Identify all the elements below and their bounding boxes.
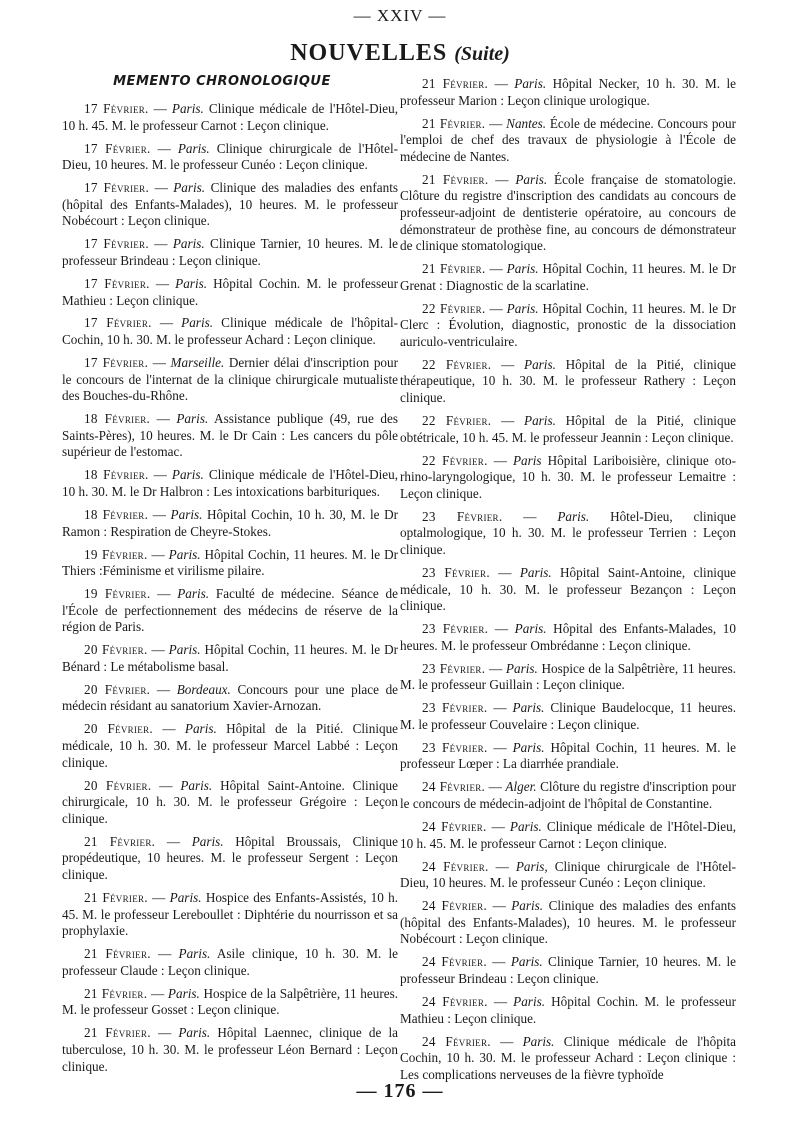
- entry-date: 23 Février.: [422, 700, 488, 716]
- entry-text: Hôpital Cochin. M. le professeur Mathieu : Leçon clinique.: [400, 993, 737, 1026]
- entry-city: Paris.: [167, 985, 200, 1001]
- entry-text: Asile clinique, 10 h. 30. M. le professeur Claude : Leçon clinique.: [62, 946, 399, 978]
- entry-city: Paris.: [177, 140, 210, 156]
- entry-date: 24 Février.: [422, 858, 489, 874]
- entry-city: Paris.: [506, 300, 539, 316]
- entry-text: Hôpital des Enfants-Malades, 10 heures. M. le professeur Ombrédanne : Leçon clinique.: [400, 621, 736, 653]
- entry-text: Clinique médicale de l'Hôtel-Dieu, 10 h. 30. M. le Dr Halbron : Les intoxications barbituriques.: [62, 467, 399, 499]
- entry-text: Hôpital Necker, 10 h. 30. M. le professeur Marion : Leçon clinique urologique.: [400, 76, 737, 108]
- entry-city: Paris.: [514, 621, 547, 637]
- entry-text: Dernier délai d'inscription pour le concours de l'internat de la clinique chirurgicale mutualiste des Bouches-du-Rhône.: [62, 355, 399, 404]
- memento-entry: 23 Février. — Paris. Hôtel-Dieu, clinique optalmologique, 10 h. 30. M. le professeur Terrien : Leçon clinique.: [400, 508, 737, 557]
- entry-city: Paris.: [178, 946, 211, 962]
- entry-date: 24 Février.: [422, 819, 487, 835]
- memento-entry: 21 Février. — Paris. Hospice de la Salpêtrière, 11 heures. M. le professeur Gosset : Leçon clinique.: [62, 985, 399, 1018]
- memento-entry: 17 Février. — Paris. Hôpital Cochin. M. le professeur Mathieu : Leçon clinique.: [62, 275, 399, 308]
- entry-text: Clinique médicale de l'hôpita Cochin, 10 h. 30. M. le professeur Achard : Leçon clinique : Les complications nerveuses de la fièvre typhoïde: [400, 1033, 737, 1082]
- entry-city: Paris.: [173, 180, 206, 196]
- entry-city: Paris.: [514, 76, 547, 91]
- memento-entry: 20 Février. — Bordeaux. Concours pour une place de médecin résidant au sanatorium Xavier-Arnozan.: [62, 681, 399, 714]
- entry-text: Hôpital Cochin, 10 h. 30, M. le Dr Ramon : Respiration de Cheyre-Stokes.: [62, 506, 399, 539]
- entry-text: Clinique chirurgicale de l'Hôtel-Dieu, 10 heures. M. le professeur Cunéo : Leçon clinique.: [400, 858, 737, 891]
- memento-entry: 23 Février. — Paris. Hospice de la Salpêtrière, 11 heures. M. le professeur Guillain : Leçon clinique.: [400, 660, 737, 693]
- entry-city: Paris,: [515, 858, 548, 874]
- entry-date: 21 Février.: [422, 261, 486, 277]
- memento-entry: 21 Février. — Paris. Hôpital Laennec, clinique de la tuberculose, 10 h. 30. M. le professeur Léon Bernard : Leçon clinique.: [62, 1025, 399, 1074]
- entry-date: 21 Février.: [422, 171, 489, 187]
- entry-date: 21 Février.: [84, 946, 151, 962]
- entry-date: 23 Février.: [422, 564, 490, 580]
- memento-entry: 24 Février. — Paris. Clinique médicale de l'Hôtel-Dieu, 10 h. 45. M. le professeur Carnot : Leçon clinique.: [400, 819, 737, 851]
- entry-date: 19 Février.: [84, 546, 148, 562]
- entry-date: 24 Février.: [422, 993, 488, 1009]
- memento-entry: 20 Février. — Paris. Hôpital Saint-Antoine. Clinique chirurgicale, 10 h. 30. M. le professeur Grégoire : Leçon clinique.: [62, 777, 399, 826]
- entry-date: 22 Février.: [422, 452, 488, 468]
- entry-date: 17 Février.: [84, 355, 149, 371]
- entry-date: 17 Février.: [84, 180, 150, 196]
- entry-city: Paris.: [505, 660, 538, 676]
- entry-date: 20 Février.: [84, 721, 153, 737]
- memento-entry: 20 Février. — Paris. Hôpital de la Pitié. Clinique médicale, 10 h. 30. M. le professeur Marcel Labbé : Leçon clinique.: [62, 721, 399, 770]
- entry-city: Paris.: [168, 642, 201, 658]
- entry-city: Paris.: [522, 1033, 555, 1049]
- entry-text: École française de stomatologie. Clôture du registre d'inscription des candidats au concours de professeur-adjoint de dentisterie opératoire, au concours de démonstrateur de prothèse fine, au concours de démonstrateur de clinique stomatologique.: [400, 171, 737, 254]
- entry-text: Clinique chirurgicale de l'Hôtel-Dieu, 10 heures. M. le professeur Cunéo : Leçon clinique.: [62, 140, 399, 173]
- entry-city: Paris.: [178, 1025, 211, 1041]
- memento-entry: 22 Février. — Paris. Hôpital de la Pitié, clinique thérapeutique, 10 h. 30. M. le professeur Rathery : Leçon clinique.: [400, 356, 737, 406]
- memento-entry: 21 Février. — Paris. Asile clinique, 10 h. 30. M. le professeur Claude : Leçon clinique.: [62, 946, 399, 978]
- entry-text: Clinique médicale de l'Hôtel-Dieu, 10 h. 45. M. le professeur Carnot : Leçon clinique.: [62, 101, 399, 133]
- entry-text: Hôpital Saint-Antoine. Clinique chirurgicale, 10 h. 30. M. le professeur Grégoire : Leçon clinique.: [62, 777, 399, 826]
- entry-date: 18 Février.: [84, 411, 151, 427]
- entry-date: 24 Février.: [422, 1033, 491, 1049]
- memento-entry: 21 Février. — Paris. Hospice des Enfants-Assistés, 10 h. 45. M. le professeur Lereboullet : Diphtérie du nourrisson et sa prophylaxie.: [62, 889, 399, 939]
- entry-date: 23 Février.: [422, 660, 486, 676]
- entry-date: 23 Février.: [422, 621, 489, 637]
- entry-city: Paris.: [509, 819, 542, 835]
- entry-city: Alger.: [505, 779, 537, 795]
- entry-date: 21 Février.: [84, 833, 156, 849]
- memento-entry: 24 Février. — Paris, Clinique chirurgicale de l'Hôtel-Dieu, 10 heures. M. le professeur Cunéo : Leçon clinique.: [400, 858, 737, 891]
- entry-text: École de médecine. Concours pour l'emploi de chef des travaux de physiologie à l'École de médecine de Nantes.: [400, 115, 736, 164]
- entry-date: 23 Février.: [422, 739, 488, 755]
- entry-city: Nantes.: [506, 115, 547, 131]
- entry-city: Paris.: [176, 411, 209, 427]
- entry-text: Clinique des maladies des enfants (hôpital des Enfants-Malades), 10 heures. M. le professeur Nobécourt : Leçon clinique.: [62, 180, 399, 229]
- entry-text: Clinique Tarnier, 10 heures. M. le professeur Brindeau : Leçon clinique.: [62, 236, 399, 268]
- memento-entry: 19 Février. — Paris. Faculté de médecine. Séance de l'École de perfectionnement des médecins de réserve de la région de Paris.: [62, 586, 398, 635]
- entry-text: Hospice de la Salpêtrière, 11 heures. M. le professeur Gosset : Leçon clinique.: [62, 985, 399, 1018]
- entry-text: Hôpital Cochin, 11 heures. M. le Dr Clerc : Évolution, diagnostic, pronostic de la dissociation auriculo-ventriculaire.: [400, 300, 737, 349]
- entry-date: 18 Février.: [84, 506, 149, 522]
- entry-date: 22 Février.: [422, 356, 492, 372]
- entry-text: Hôpital Saint-Antoine, clinique médicale, 10 h. 30. M. le professeur Bezançon : Leçon clinique.: [400, 564, 737, 614]
- entry-city: Paris.: [172, 236, 205, 252]
- entry-date: 17 Février.: [84, 275, 150, 291]
- entry-text: Clinique des maladies des enfants (hôpital des Enfants-Malades), 10 heures. M. le professeur Nobécourt : Leçon clinique.: [400, 898, 737, 947]
- memento-entry: 22 Février. — Paris Hôpital Lariboisière, clinique oto-rhino-laryngologique, 10 h. 30. M. le professeur Lemaitre : Leçon clinique.: [400, 452, 736, 501]
- entry-city: Paris.: [180, 777, 213, 793]
- entry-text: Hôpital Cochin, 11 heures. M. le Dr Thiers :Féminisme et virilisme pilaire.: [62, 546, 399, 579]
- entry-date: 21 Février.: [84, 985, 148, 1001]
- memento-entry: 17 Février. — Paris. Clinique médicale de l'Hôtel-Dieu, 10 h. 45. M. le professeur Carnot : Leçon clinique.: [62, 101, 399, 133]
- entry-text: Hôpital de la Pitié, clinique obtétricale, 10 h. 45. M. le professeur Jeannin : Leçon clinique.: [400, 413, 737, 445]
- memento-entry: 19 Février. — Paris. Hôpital Cochin, 11 heures. M. le Dr Thiers :Féminisme et virilisme pilaire.: [62, 546, 399, 579]
- memento-entry: 17 Février. — Paris. Clinique médicale de l'hôpital-Cochin, 10 h. 30. M. le professeur Achard : Leçon clinique.: [62, 315, 399, 348]
- entry-date: 17 Février.: [84, 236, 149, 252]
- entry-date: 17 Février.: [84, 140, 151, 156]
- entry-city: Paris.: [524, 413, 556, 429]
- entry-date: 19 Février.: [84, 586, 151, 602]
- entry-date: 18 Février.: [84, 467, 149, 483]
- memento-entry: 21 Février. — Paris. Hôpital Cochin, 11 heures. M. le Dr Grenat : Diagnostic de la scarlatine.: [400, 261, 737, 293]
- memento-entry: 24 Février. — Paris. Hôpital Cochin. M. le professeur Mathieu : Leçon clinique.: [400, 993, 737, 1026]
- entry-date: 20 Février.: [84, 681, 151, 697]
- entry-date: 21 Février.: [422, 76, 489, 91]
- entry-text: Clinique médicale de l'Hôtel-Dieu, 10 h. 45. M. le professeur Carnot : Leçon clinique.: [400, 819, 737, 851]
- page-title: [0, 40, 800, 67]
- roman-page-number: — XXIV —: [353, 6, 447, 25]
- memento-entry: 22 Février. — Paris. Hôpital Cochin, 11 heures. M. le Dr Clerc : Évolution, diagnostic, pronostic de la dissociation auriculo-ventriculaire.: [400, 300, 737, 349]
- entry-city: Paris: [512, 452, 542, 468]
- memento-entry: 24 Février. — Paris. Clinique des maladies des enfants (hôpital des Enfants-Malades), 10 heures. M. le professeur Nobécourt : Leçon clinique.: [400, 898, 737, 947]
- entry-text: Clôture du registre d'inscription pour le concours de médecin-adjoint de l'hôpital de Constantine.: [400, 779, 737, 812]
- memento-entry: 23 Février. — Paris. Clinique Baudelocque, 11 heures. M. le professeur Couvelaire : Leçon clinique.: [400, 700, 736, 732]
- entry-city: Paris.: [515, 171, 548, 187]
- entry-city: Paris.: [524, 356, 556, 372]
- memento-entry: 21 Février. — Paris. Hôpital Necker, 10 h. 30. M. le professeur Marion : Leçon clinique urologique.: [400, 76, 737, 108]
- entry-text: Hôpital de la Pitié. Clinique médicale, 10 h. 30. M. le professeur Marcel Labbé : Leçon clinique.: [62, 721, 399, 770]
- entry-city: Paris.: [191, 833, 224, 849]
- memento-entry: 21 Février. — Nantes. École de médecine. Concours pour l'emploi de chef des travaux de physiologie à l'École de médecine de Nantes.: [400, 115, 736, 164]
- entry-date: 24 Février.: [422, 898, 488, 914]
- entry-city: Paris.: [557, 508, 590, 524]
- entry-city: Paris.: [181, 315, 214, 331]
- entry-date: 21 Février.: [422, 115, 486, 131]
- entry-city: Paris.: [168, 546, 201, 562]
- entry-city: Bordeaux.: [176, 681, 231, 697]
- entry-city: Paris.: [510, 954, 543, 970]
- memento-entry: 18 Février. — Paris. Assistance publique (49, rue des Saints-Pères), 10 heures. M. le Dr Cain : Les cancers du pôle supérieur de l'estomac.: [62, 411, 398, 460]
- entry-city: Paris.: [512, 700, 545, 716]
- title-text: NOUVELLES: [290, 40, 448, 66]
- memento-entry: 24 Février. — Paris. Clinique Tarnier, 10 heures. M. le professeur Brindeau : Leçon clinique.: [400, 954, 737, 986]
- memento-entry: 18 Février. — Paris. Clinique médicale de l'Hôtel-Dieu, 10 h. 30. M. le Dr Halbron : Les intoxications barbituriques.: [62, 467, 399, 499]
- entry-text: Faculté de médecine. Séance de l'École de perfectionnement des médecins de réserve de la région de Paris.: [62, 586, 398, 635]
- entry-text: Assistance publique (49, rue des Saints-Pères), 10 heures. M. le Dr Cain : Les cancers du pôle supérieur de l'estomac.: [62, 411, 398, 460]
- entry-text: Hospice des Enfants-Assistés, 10 h. 45. M. le professeur Lereboullet : Diphtérie du nourrisson et sa prophylaxie.: [62, 889, 399, 939]
- entry-date: 23 Février.: [422, 508, 503, 524]
- page-number: — 176 —: [356, 1080, 444, 1102]
- memento-entry: 20 Février. — Paris. Hôpital Cochin, 11 heures. M. le Dr Bénard : Le métabolisme basal.: [62, 642, 399, 674]
- section-heading: MEMENTO CHRONOLOGIQUE: [113, 74, 331, 89]
- entry-text: Concours pour une place de médecin résidant au sanatorium Xavier-Arnozan.: [62, 681, 399, 714]
- memento-entry: 17 Février. — Paris. Clinique chirurgicale de l'Hôtel-Dieu, 10 heures. M. le professeur Cunéo : Leçon clinique.: [62, 140, 399, 173]
- right-column: [400, 76, 736, 1090]
- entry-city: Paris.: [170, 506, 203, 522]
- entry-date: 21 Février.: [84, 889, 148, 905]
- memento-entry: 24 Février. — Paris. Clinique médicale de l'hôpita Cochin, 10 h. 30. M. le professeur Achard : Leçon clinique : Les complications nerveuses de la fièvre typhoïde: [400, 1033, 737, 1082]
- memento-entry: 22 Février. — Paris. Hôpital de la Pitié, clinique obtétricale, 10 h. 45. M. le professeur Jeannin : Leçon clinique.: [400, 413, 737, 445]
- entry-date: 21 Février.: [84, 1025, 151, 1041]
- entry-city: Paris.: [171, 101, 204, 116]
- entry-city: Paris.: [511, 898, 544, 914]
- memento-entry: 18 Février. — Paris. Hôpital Cochin, 10 h. 30, M. le Dr Ramon : Respiration de Cheyre-Stokes.: [62, 506, 399, 539]
- entry-text: Hôpital Cochin, 11 heures. M. le professeur Lœper : La diarrhée prandiale.: [400, 739, 737, 772]
- memento-entry: 17 Février. — Paris. Clinique Tarnier, 10 heures. M. le professeur Brindeau : Leçon clinique.: [62, 236, 399, 268]
- entry-city: Paris.: [513, 993, 546, 1009]
- entry-date: 17 Février.: [84, 315, 152, 331]
- memento-entry: 23 Février. — Paris. Hôpital des Enfants-Malades, 10 heures. M. le professeur Ombrédanne : Leçon clinique.: [400, 621, 736, 653]
- entry-text: Clinique Tarnier, 10 heures. M. le professeur Brindeau : Leçon clinique.: [400, 954, 737, 986]
- entry-text: Hospice de la Salpêtrière, 11 heures. M. le professeur Guillain : Leçon clinique.: [400, 660, 737, 693]
- left-column: [62, 101, 398, 1081]
- memento-entry: 21 Février. — Paris. École française de stomatologie. Clôture du registre d'inscription des candidats au concours de professeur-adjoint de dentisterie opératoire, au concours de démonstrateur de prothèse fine, au concours de démonstrateur de clinique stomatologique.: [400, 171, 737, 254]
- entry-city: Paris.: [169, 889, 202, 905]
- title-suite: (Suite): [454, 43, 510, 65]
- entry-date: 24 Février.: [422, 779, 486, 795]
- memento-entry: 17 Février. — Paris. Clinique des maladies des enfants (hôpital des Enfants-Malades), 10 heures. M. le professeur Nobécourt : Leçon clinique.: [62, 180, 399, 229]
- entry-city: Marseille.: [170, 355, 225, 371]
- entry-text: Hôpital Cochin. M. le professeur Mathieu : Leçon clinique.: [62, 275, 399, 308]
- entry-city: Paris.: [512, 739, 545, 755]
- entry-city: Paris.: [171, 467, 204, 483]
- memento-entry: 21 Février. — Paris. Hôpital Broussais, Clinique propédeutique, 10 heures. M. le professeur Sergent : Leçon clinique.: [62, 833, 398, 882]
- entry-date: 24 Février.: [422, 954, 487, 970]
- entry-text: Hôpital de la Pitié, clinique thérapeutique, 10 h. 30. M. le professeur Rathery : Leçon clinique.: [400, 356, 737, 406]
- entry-date: 20 Février.: [84, 777, 152, 793]
- entry-city: Paris.: [177, 586, 210, 602]
- memento-entry: 17 Février. — Marseille. Dernier délai d'inscription pour le concours de l'internat de la clinique chirurgicale mutualiste des Bouches-du-Rhône.: [62, 355, 399, 404]
- entry-text: Clinique médicale de l'hôpital-Cochin, 10 h. 30. M. le professeur Achard : Leçon clinique.: [62, 315, 399, 348]
- entry-text: Hôpital Cochin, 11 heures. M. le Dr Grenat : Diagnostic de la scarlatine.: [400, 261, 737, 293]
- entry-text: Clinique Baudelocque, 11 heures. M. le professeur Couvelaire : Leçon clinique.: [400, 700, 736, 732]
- entry-text: Hôtel-Dieu, clinique optalmologique, 10 h. 30. M. le professeur Terrien : Leçon clinique.: [400, 508, 737, 557]
- entry-date: 20 Février.: [84, 642, 148, 658]
- entry-city: Paris.: [175, 275, 208, 291]
- entry-city: Paris.: [506, 261, 539, 277]
- memento-entry: 24 Février. — Alger. Clôture du registre d'inscription pour le concours de médecin-adjoint de l'hôpital de Constantine.: [400, 779, 737, 812]
- entry-text: Hôpital Cochin, 11 heures. M. le Dr Bénard : Le métabolisme basal.: [62, 642, 399, 674]
- entry-date: 17 Février.: [84, 101, 149, 116]
- memento-entry: 23 Février. — Paris. Hôpital Cochin, 11 heures. M. le professeur Lœper : La diarrhée prandiale.: [400, 739, 737, 772]
- memento-entry: 23 Février. — Paris. Hôpital Saint-Antoine, clinique médicale, 10 h. 30. M. le professeur Bezançon : Leçon clinique.: [400, 564, 737, 614]
- entry-text: Hôpital Laennec, clinique de la tuberculose, 10 h. 30. M. le professeur Léon Bernard : Leçon clinique.: [62, 1025, 399, 1074]
- entry-text: Hôpital Broussais, Clinique propédeutique, 10 heures. M. le professeur Sergent : Leçon clinique.: [62, 833, 398, 882]
- entry-text: Hôpital Lariboisière, clinique oto-rhino-laryngologique, 10 h. 30. M. le professeur Lemaitre : Leçon clinique.: [400, 452, 736, 501]
- entry-city: Paris.: [184, 721, 217, 737]
- entry-city: Paris.: [519, 564, 552, 580]
- entry-date: 22 Février.: [422, 413, 492, 429]
- entry-date: 22 Février.: [422, 300, 486, 316]
